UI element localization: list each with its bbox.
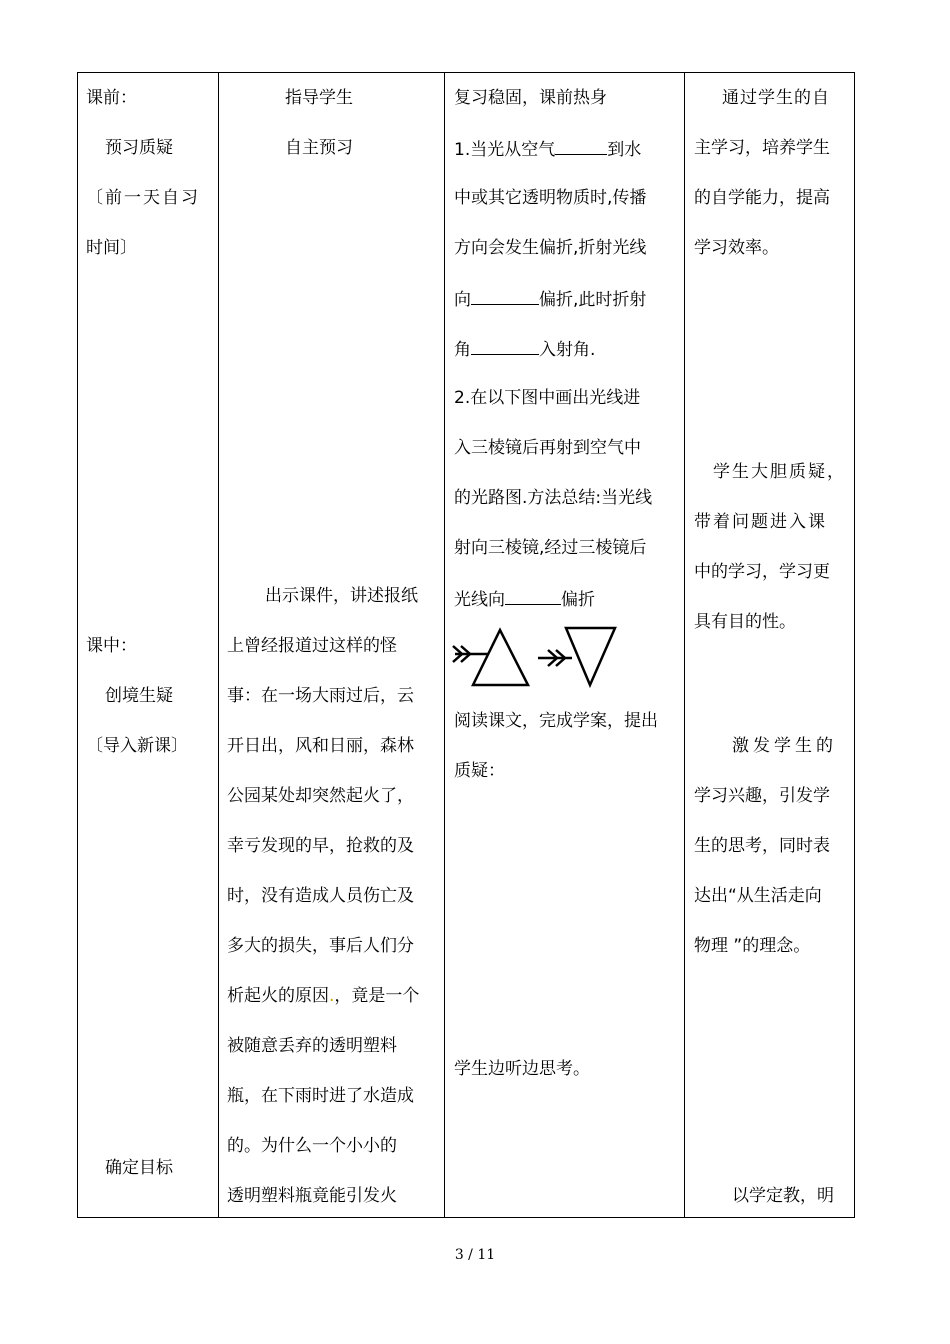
fill-blank xyxy=(471,288,539,305)
intent-line: 激发学生的 xyxy=(732,736,837,756)
story-line: 上曾经报道过这样的怪 xyxy=(227,636,397,656)
question-1-line: 1.当光从空气 到水 xyxy=(454,140,642,160)
intent-line: 达出“从生活走向 xyxy=(694,886,822,906)
intent-line: 具有目的性。 xyxy=(694,612,796,632)
story-line: 出示课件，讲述报纸 xyxy=(265,586,418,606)
question-2-line: 射向三棱镜,经过三棱镜后 xyxy=(454,538,647,558)
intent-line: 物理 ”的理念。 xyxy=(694,936,811,956)
story-line: 事：在一场大雨过后，云 xyxy=(227,686,414,706)
question-1-line: 向 偏折,此时折射 xyxy=(454,290,647,310)
story-line: 透明塑料瓶竟能引发火 xyxy=(227,1186,397,1206)
intent-line: 的自学能力，提高 xyxy=(694,188,830,208)
reading-task: 阅读课文，完成学案，提出 xyxy=(454,711,658,731)
intent-line: 以学定教，明 xyxy=(732,1186,834,1206)
stage-preview-time: 时间〕 xyxy=(86,238,137,258)
column-divider xyxy=(218,73,219,1217)
story-line: 多大的损失，事后人们分 xyxy=(227,936,414,956)
intent-line: 学习兴趣，引发学 xyxy=(694,786,830,806)
teacher-guide: 自主预习 xyxy=(285,138,353,158)
intent-line: 生的思考，同时表 xyxy=(694,836,830,856)
stage-intro-lesson: 〔导入新课〕 xyxy=(86,736,188,756)
reading-task: 质疑： xyxy=(454,761,505,781)
story-line: 时，没有造成人员伤亡及 xyxy=(227,886,414,906)
question-2-line: 入三棱镜后再射到空气中 xyxy=(454,438,641,458)
intent-line: 带着问题进入课 xyxy=(694,512,827,532)
intent-line: 通过学生的自 xyxy=(722,88,830,108)
question-2-line: 光线向 偏折 xyxy=(454,590,595,610)
page-number: 3 / 11 xyxy=(454,1247,496,1263)
intent-line: 学习效率。 xyxy=(694,238,779,258)
intent-line: 主学习，培养学生 xyxy=(694,138,830,158)
intent-line: 学生大胆质疑， xyxy=(713,462,846,482)
question-1-line: 方向会发生偏折,折射光线 xyxy=(454,238,647,258)
stage-preview-time: 〔前一天自习 xyxy=(86,188,200,208)
prism-triangle-up xyxy=(473,630,528,685)
review-heading: 复习稳固，课前热身 xyxy=(454,88,607,108)
column-divider xyxy=(684,73,685,1217)
fill-blank xyxy=(555,138,607,155)
listen-think: 学生边听边思考。 xyxy=(454,1059,590,1079)
story-line: 的。为什么一个小小的 xyxy=(227,1136,397,1156)
story-line: 析起火的原因.，竟是一个 xyxy=(227,986,420,1006)
question-1-line: 角 入射角. xyxy=(454,340,596,360)
teacher-guide: 指导学生 xyxy=(285,88,353,108)
story-line: 开日出，风和日丽，森林 xyxy=(227,736,414,756)
question-2-line: 2.在以下图中画出光线进 xyxy=(454,388,641,408)
story-line: 幸亏发现的早，抢救的及 xyxy=(227,836,414,856)
stage-set-goals: 确定目标 xyxy=(105,1158,173,1178)
prism-diagram xyxy=(450,622,620,692)
question-1-line: 中或其它透明物质时,传播 xyxy=(454,188,647,208)
prism-triangle-down xyxy=(566,628,615,685)
story-line: 被随意丢弃的透明塑料 xyxy=(227,1036,397,1056)
fill-blank xyxy=(471,338,539,355)
stage-in-class: 课中： xyxy=(86,636,137,656)
story-line: 公园某处却突然起火了， xyxy=(227,786,414,806)
stage-create-situation: 创境生疑 xyxy=(105,686,173,706)
question-2-line: 的光路图.方法总结:当光线 xyxy=(454,488,653,508)
fill-blank xyxy=(505,588,561,605)
intent-line: 中的学习，学习更 xyxy=(694,562,830,582)
story-line: 瓶，在下雨时进了水造成 xyxy=(227,1086,414,1106)
column-divider xyxy=(444,73,445,1217)
stage-preview-question: 预习质疑 xyxy=(105,138,173,158)
stage-pre-class: 课前： xyxy=(86,88,137,108)
